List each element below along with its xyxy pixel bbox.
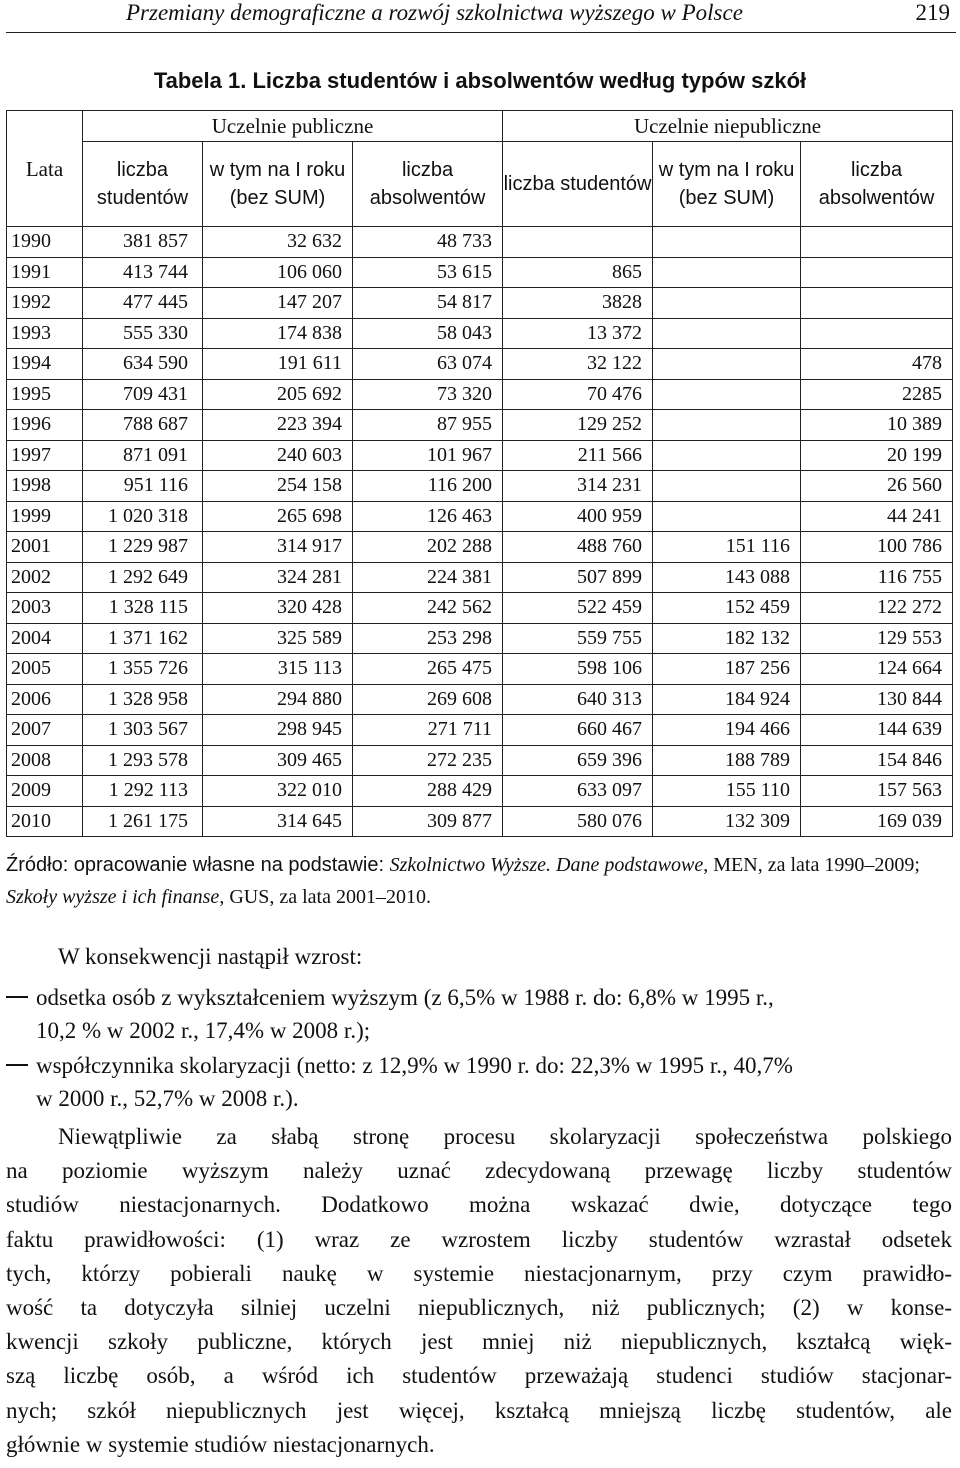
cell-nonpublic-students: 660 467	[503, 715, 653, 746]
cell-public-graduates: 101 967	[353, 440, 503, 471]
cell-nonpublic-first-year: 151 116	[653, 532, 801, 563]
page-number: 219	[915, 0, 950, 25]
cell-nonpublic-students: 129 252	[503, 410, 653, 441]
cell-public-students: 1 328 115	[83, 593, 203, 624]
table-row	[7, 288, 953, 319]
cell-nonpublic-first-year	[653, 227, 801, 258]
cell-public-graduates: 116 200	[353, 471, 503, 502]
cell-nonpublic-graduates: 44 241	[801, 501, 953, 532]
cell-nonpublic-graduates: 100 786	[801, 532, 953, 563]
cell-nonpublic-first-year	[653, 257, 801, 288]
cell-year: 1996	[7, 410, 83, 441]
cell-nonpublic-students: 400 959	[503, 501, 653, 532]
table-row	[7, 440, 953, 471]
cell-nonpublic-graduates: 116 755	[801, 562, 953, 593]
bullet-item-2	[6, 1049, 952, 1115]
cell-year: 2005	[7, 654, 83, 685]
cell-year: 2001	[7, 532, 83, 563]
cell-nonpublic-graduates	[801, 257, 953, 288]
cell-public-students: 1 355 726	[83, 654, 203, 685]
cell-nonpublic-graduates: 26 560	[801, 471, 953, 502]
cell-public-graduates: 202 288	[353, 532, 503, 563]
students-graduates-table	[6, 110, 953, 837]
cell-public-students: 1 303 567	[83, 715, 203, 746]
cell-public-graduates: 224 381	[353, 562, 503, 593]
cell-nonpublic-first-year	[653, 471, 801, 502]
cell-public-first-year: 314 917	[203, 532, 353, 563]
cell-year: 2010	[7, 806, 83, 837]
cell-public-graduates: 272 235	[353, 745, 503, 776]
paragraph-line: Niewątpliwie za słabą stronę procesu skolaryzacji społeczeństwa polskiego	[58, 1124, 952, 1149]
table-source-note	[6, 849, 952, 913]
header-public-students: liczba studentów	[83, 142, 203, 227]
table-row	[7, 623, 953, 654]
cell-nonpublic-students: 659 396	[503, 745, 653, 776]
cell-public-students: 788 687	[83, 410, 203, 441]
table-row	[7, 410, 953, 441]
cell-public-first-year: 298 945	[203, 715, 353, 746]
cell-public-students: 951 116	[83, 471, 203, 502]
cell-public-first-year: 325 589	[203, 623, 353, 654]
table-row	[7, 776, 953, 807]
cell-nonpublic-graduates: 2285	[801, 379, 953, 410]
table-caption: Tabela 1. Liczba studentów i absolwentów według typów szkół	[153, 68, 807, 93]
cell-public-first-year: 32 632	[203, 227, 353, 258]
table-row	[7, 562, 953, 593]
paragraph-line: faktu prawidłowości: (1) wraz ze wzrostem liczby studentów wzrastał odsetek	[6, 1226, 952, 1252]
table-row	[7, 654, 953, 685]
table-row	[7, 745, 953, 776]
cell-nonpublic-students: 488 760	[503, 532, 653, 563]
cell-year: 1998	[7, 471, 83, 502]
cell-nonpublic-students: 559 755	[503, 623, 653, 654]
cell-nonpublic-students	[503, 227, 653, 258]
cell-public-graduates: 269 608	[353, 684, 503, 715]
cell-nonpublic-graduates: 10 389	[801, 410, 953, 441]
cell-year: 1993	[7, 318, 83, 349]
cell-public-graduates: 48 733	[353, 227, 503, 258]
cell-nonpublic-students: 522 459	[503, 593, 653, 624]
cell-nonpublic-graduates: 478	[801, 349, 953, 380]
table-row	[7, 349, 953, 380]
cell-public-graduates: 63 074	[353, 349, 503, 380]
cell-nonpublic-students: 211 566	[503, 440, 653, 471]
cell-year: 1994	[7, 349, 83, 380]
cell-public-students: 477 445	[83, 288, 203, 319]
running-head	[6, 0, 956, 33]
cell-public-students: 1 020 318	[83, 501, 203, 532]
cell-nonpublic-students: 32 122	[503, 349, 653, 380]
cell-nonpublic-first-year	[653, 318, 801, 349]
cell-nonpublic-first-year: 194 466	[653, 715, 801, 746]
cell-public-students: 1 261 175	[83, 806, 203, 837]
paragraph-line: studiów niestacjonarnych. Dodatkowo można wskazać dwie, dotyczące tego	[6, 1192, 952, 1218]
cell-nonpublic-graduates: 130 844	[801, 684, 953, 715]
table-row	[7, 318, 953, 349]
cell-nonpublic-graduates: 20 199	[801, 440, 953, 471]
cell-nonpublic-first-year	[653, 440, 801, 471]
cell-public-students: 1 292 649	[83, 562, 203, 593]
cell-year: 2004	[7, 623, 83, 654]
body-paragraph	[6, 1120, 952, 1462]
bullet-1-line-2: 10,2 % w 2002 r., 17,4% w 2008 r.);	[36, 1018, 371, 1043]
cell-year: 2002	[7, 562, 83, 593]
cell-public-graduates: 126 463	[353, 501, 503, 532]
cell-public-students: 1 371 162	[83, 623, 203, 654]
cell-public-graduates: 288 429	[353, 776, 503, 807]
bullet-2-line-1: współczynnika skolaryzacji (netto: z 12,9% w 1990 r. do: 22,3% w 1995 r., 40,7%	[36, 1053, 793, 1078]
cell-nonpublic-graduates	[801, 227, 953, 258]
cell-public-graduates: 73 320	[353, 379, 503, 410]
cell-public-first-year: 254 158	[203, 471, 353, 502]
cell-public-first-year: 174 838	[203, 318, 353, 349]
cell-nonpublic-students: 13 372	[503, 318, 653, 349]
cell-public-first-year: 240 603	[203, 440, 353, 471]
header-public-universities: Uczelnie publiczne	[83, 111, 503, 142]
cell-public-graduates: 58 043	[353, 318, 503, 349]
cell-nonpublic-first-year: 132 309	[653, 806, 801, 837]
cell-nonpublic-first-year: 143 088	[653, 562, 801, 593]
header-public-first-year: w tym na I roku (bez SUM)	[203, 142, 353, 227]
cell-year: 2009	[7, 776, 83, 807]
cell-public-first-year: 265 698	[203, 501, 353, 532]
cell-nonpublic-graduates: 122 272	[801, 593, 953, 624]
cell-nonpublic-students: 633 097	[503, 776, 653, 807]
bullet-1-line-1: odsetka osób z wykształceniem wyższym (z 6,5% w 1988 r. do: 6,8% w 1995 r.,	[36, 985, 774, 1010]
cell-nonpublic-first-year: 182 132	[653, 623, 801, 654]
cell-year: 2007	[7, 715, 83, 746]
cell-nonpublic-students: 70 476	[503, 379, 653, 410]
header-nonpublic-graduates: liczba absolwentów	[801, 142, 953, 227]
cell-nonpublic-first-year: 187 256	[653, 654, 801, 685]
table-row	[7, 715, 953, 746]
cell-nonpublic-first-year	[653, 410, 801, 441]
cell-nonpublic-students: 598 106	[503, 654, 653, 685]
table-row	[7, 227, 953, 258]
source-mid: , MEN, za lata 1990–2009;	[703, 854, 920, 876]
cell-nonpublic-students: 640 313	[503, 684, 653, 715]
cell-public-graduates: 265 475	[353, 654, 503, 685]
paragraph-line: szą liczbę osób, a wśród ich studentów przeważają studenci studiów stacjonar-	[6, 1363, 952, 1389]
cell-year: 1995	[7, 379, 83, 410]
cell-public-first-year: 294 880	[203, 684, 353, 715]
cell-public-first-year: 106 060	[203, 257, 353, 288]
cell-public-students: 871 091	[83, 440, 203, 471]
cell-year: 1999	[7, 501, 83, 532]
cell-public-students: 555 330	[83, 318, 203, 349]
cell-public-first-year: 314 645	[203, 806, 353, 837]
table-row	[7, 501, 953, 532]
cell-nonpublic-graduates	[801, 318, 953, 349]
cell-nonpublic-first-year: 152 459	[653, 593, 801, 624]
cell-public-graduates: 253 298	[353, 623, 503, 654]
table-row	[7, 684, 953, 715]
table-body	[7, 227, 953, 837]
cell-public-students: 1 328 958	[83, 684, 203, 715]
dash-bullet-icon	[6, 1064, 28, 1066]
paragraph-line: głównie w systemie studiów niestacjonarnych.	[6, 1431, 435, 1457]
cell-nonpublic-students: 314 231	[503, 471, 653, 502]
source-title-1: Szkolnictwo Wyższe. Dane podstawowe	[389, 854, 704, 876]
source-label: Źródło: opracowanie własne na podstawie:	[6, 854, 390, 876]
cell-nonpublic-graduates	[801, 288, 953, 319]
cell-year: 1991	[7, 257, 83, 288]
table-row	[7, 257, 953, 288]
cell-public-students: 1 292 113	[83, 776, 203, 807]
cell-public-first-year: 324 281	[203, 562, 353, 593]
cell-year: 2003	[7, 593, 83, 624]
cell-public-students: 634 590	[83, 349, 203, 380]
cell-year: 2008	[7, 745, 83, 776]
cell-public-first-year: 320 428	[203, 593, 353, 624]
cell-public-first-year: 315 113	[203, 654, 353, 685]
bullet-item-1	[6, 981, 952, 1047]
table-row	[7, 471, 953, 502]
cell-year: 1990	[7, 227, 83, 258]
header-year: Lata	[7, 111, 83, 227]
cell-public-graduates: 271 711	[353, 715, 503, 746]
running-head-title: Przemiany demograficzne a rozwój szkolnictwa wyższego w Polsce	[126, 0, 743, 25]
cell-nonpublic-graduates: 157 563	[801, 776, 953, 807]
cell-public-students: 1 293 578	[83, 745, 203, 776]
cell-year: 2006	[7, 684, 83, 715]
header-nonpublic-students: liczba studentów	[503, 142, 653, 227]
paragraph-line: kwencji szkoły publiczne, których jest mniej niż niepublicznych, kształcą więk-	[6, 1329, 952, 1355]
header-nonpublic-universities: Uczelnie niepubliczne	[503, 111, 953, 142]
header-public-graduates: liczba absolwentów	[353, 142, 503, 227]
cell-public-students: 381 857	[83, 227, 203, 258]
cell-public-graduates: 87 955	[353, 410, 503, 441]
cell-nonpublic-graduates: 144 639	[801, 715, 953, 746]
cell-public-graduates: 309 877	[353, 806, 503, 837]
cell-nonpublic-students: 3828	[503, 288, 653, 319]
paragraph-line: nych; szkół niepublicznych jest więcej, kształcą mniejszą liczbę studentów, ale	[6, 1397, 952, 1423]
paragraph-line: tych, którzy pobierali naukę w systemie niestacjonarnym, przy czym prawidło-	[6, 1260, 952, 1286]
cell-public-graduates: 53 615	[353, 257, 503, 288]
cell-nonpublic-students: 580 076	[503, 806, 653, 837]
cell-nonpublic-first-year: 184 924	[653, 684, 801, 715]
table-row	[7, 593, 953, 624]
source-end: , GUS, za lata 2001–2010.	[219, 886, 431, 908]
paragraph-line: na poziomie wyższym należy uznać zdecydowaną przewagę liczby studentów	[6, 1158, 952, 1184]
cell-year: 1997	[7, 440, 83, 471]
cell-public-first-year: 147 207	[203, 288, 353, 319]
cell-nonpublic-first-year	[653, 288, 801, 319]
paragraph-line: wość ta dotyczyła silniej uczelni niepublicznych, niż publicznych; (2) w konse-	[6, 1295, 952, 1321]
cell-nonpublic-first-year	[653, 501, 801, 532]
cell-nonpublic-graduates: 129 553	[801, 623, 953, 654]
cell-public-students: 413 744	[83, 257, 203, 288]
cell-nonpublic-first-year	[653, 349, 801, 380]
cell-nonpublic-first-year: 188 789	[653, 745, 801, 776]
cell-public-graduates: 54 817	[353, 288, 503, 319]
cell-public-first-year: 223 394	[203, 410, 353, 441]
cell-nonpublic-students: 507 899	[503, 562, 653, 593]
table-row	[7, 532, 953, 563]
source-title-2: Szkoły wyższe i ich finanse	[6, 886, 220, 908]
cell-public-first-year: 205 692	[203, 379, 353, 410]
cell-public-students: 1 229 987	[83, 532, 203, 563]
cell-nonpublic-graduates: 124 664	[801, 654, 953, 685]
cell-public-first-year: 322 010	[203, 776, 353, 807]
header-nonpublic-first-year: w tym na I roku (bez SUM)	[653, 142, 801, 227]
bullet-2-line-2: w 2000 r., 52,7% w 2008 r.).	[36, 1086, 299, 1111]
table-row	[7, 806, 953, 837]
cell-year: 1992	[7, 288, 83, 319]
cell-public-students: 709 431	[83, 379, 203, 410]
cell-nonpublic-first-year	[653, 379, 801, 410]
cell-nonpublic-graduates: 154 846	[801, 745, 953, 776]
table-row	[7, 379, 953, 410]
cell-public-first-year: 309 465	[203, 745, 353, 776]
cell-nonpublic-students: 865	[503, 257, 653, 288]
cell-nonpublic-graduates: 169 039	[801, 806, 953, 837]
intro-sentence: W konsekwencji nastąpił wzrost:	[58, 944, 363, 969]
dash-bullet-icon	[6, 996, 28, 998]
cell-nonpublic-first-year: 155 110	[653, 776, 801, 807]
cell-public-graduates: 242 562	[353, 593, 503, 624]
cell-public-first-year: 191 611	[203, 349, 353, 380]
